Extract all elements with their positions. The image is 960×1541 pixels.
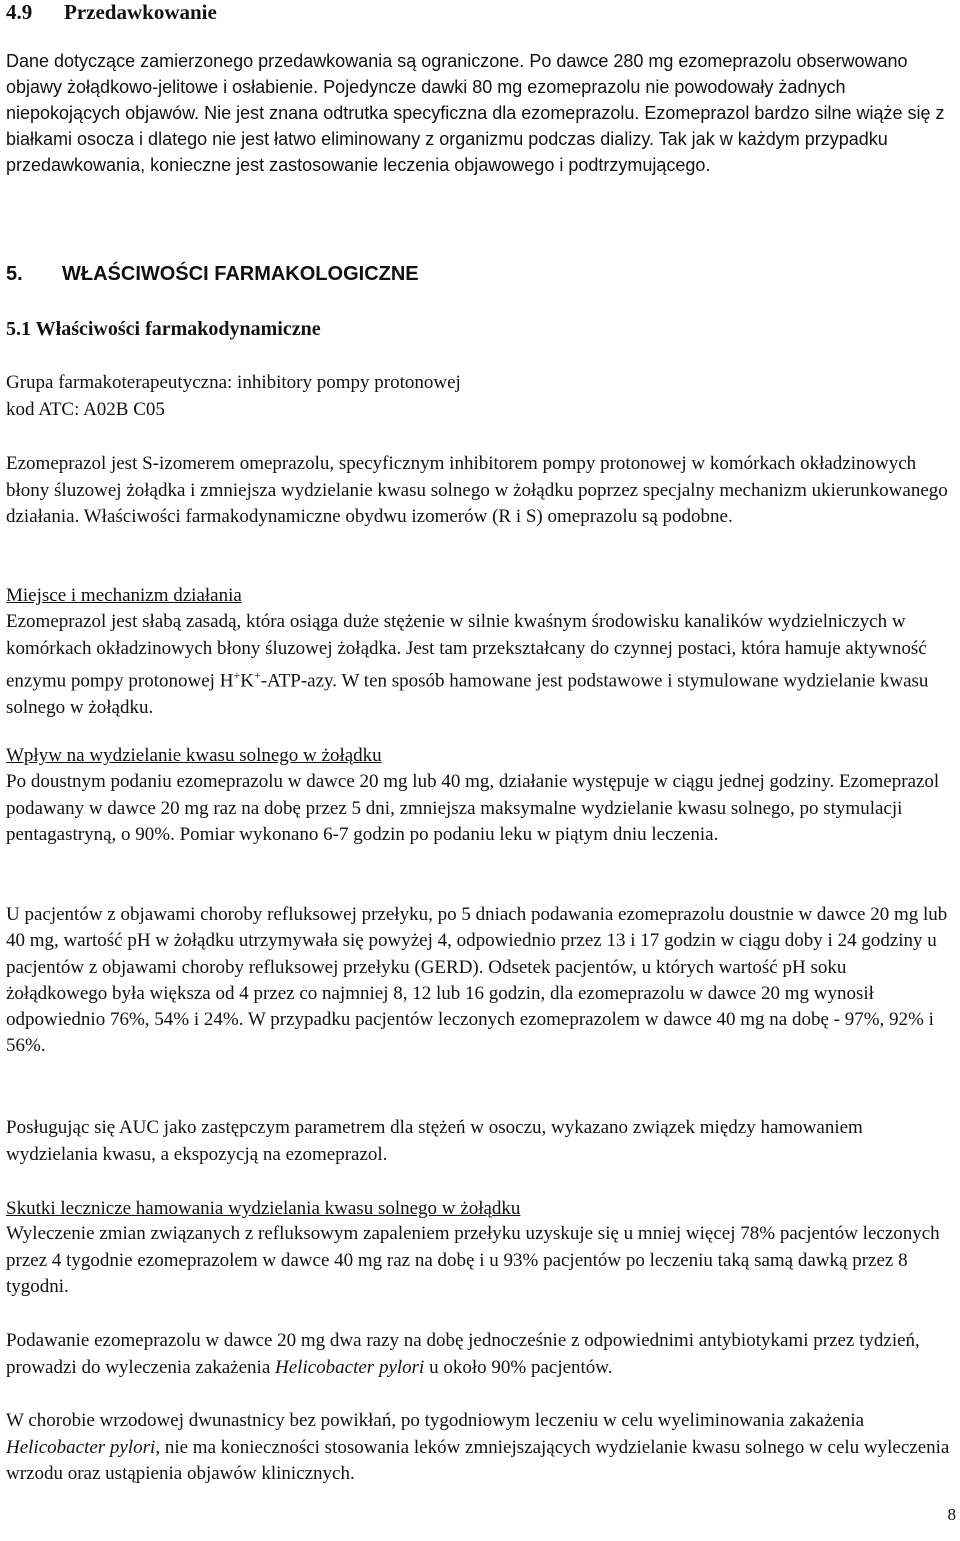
section-title: WŁAŚCIWOŚCI FARMAKOLOGICZNE: [62, 263, 419, 285]
superscript-plus: +: [253, 668, 261, 682]
helicobacter-paragraph: [6, 1328, 952, 1381]
helicobacter-species: Helicobacter pylori: [275, 1356, 425, 1378]
therapy-heading: Skutki lecznicze hamowania wydzielania kwasu solnego w żołądku: [6, 1198, 521, 1219]
duodenal-text-a: W chorobie wrzodowej dwunastnicy bez powikłań, po tygodniowym leczeniu w celu wyeliminowania zakażenia: [6, 1410, 865, 1431]
intro-paragraph: Ezomeprazol jest S-izomerem omeprazolu, specyficznym inhibitorem pompy protonowej w komórkach okładzinowych błony śluzowej żołądka i zmniejsza wydzielanie kwasu solnego w żołądku poprzez specjalny mechanizm ukierunkowanego działania. Właściwości farmakodynamiczne obydwu izomerów (R i S) omeprazolu są podobne.: [6, 453, 948, 527]
section-heading-4-9: [6, 0, 217, 25]
mechanism-text-a: Ezomeprazol jest słabą zasadą, która osiąga duże stężenie w silnie kwaśnym środowisku kanalików wydzielniczych w komórkach okładzinowych błony śluzowej żołądka. Jest tam przekształcany do czynnej postaci, która hamuje aktywność enzymu pompy protonowej H: [6, 611, 927, 692]
mechanism-heading: Miejsce i mechanizm działania: [6, 585, 242, 606]
page-number: 8: [947, 1505, 956, 1524]
overdose-text-a: Dane dotyczące zamierzonego przedawkowania są ograniczone.: [6, 51, 530, 71]
overdose-text-c: Tak jak w każdym przypadku przedawkowania, konieczne jest zastosowanie leczenia objawowego i podtrzymującego.: [6, 129, 888, 175]
overdose-paragraph: [6, 48, 952, 178]
mechanism-paragraph: [6, 609, 952, 721]
section-number: 5.: [6, 263, 23, 285]
atc-code: kod ATC: A02B C05: [6, 399, 165, 420]
duodenal-text-b: , nie ma konieczności stosowania leków zmniejszających wydzielanie kwasu solnego w celu wyleczenia wrzodu oraz ustąpienia objawów klinicznych.: [6, 1436, 950, 1484]
superscript-plus: +: [233, 668, 241, 682]
helicobacter-text-a: Podawanie ezomeprazolu w dawce 20 mg dwa razy na dobę jednocześnie z odpowiednimi antybiotykami przez tydzień, prowadzi do wyleczenia zakażenia: [6, 1330, 920, 1378]
section-heading-5: [6, 263, 419, 286]
section-number: 4.9: [6, 0, 33, 24]
mechanism-text-b: -ATP-azy. W ten sposób hamowane jest podstawowe i stymulowane wydzielanie kwasu solnego w żołądku.: [6, 670, 929, 718]
pharmacotherapeutic-group: Grupa farmakoterapeutyczna: inhibitory pompy protonowej: [6, 372, 461, 393]
effect-paragraph: Po doustnym podaniu ezomeprazolu w dawce 20 mg lub 40 mg, działanie występuje w ciągu jednej godziny. Ezomeprazol podawany w dawce 20 mg raz na dobę przez 5 dni, zmniejsza maksymalne wydzielanie kwasu solnego, po stymulacji pentagastryną, o 90%. Pomiar wykonano 6-7 godzin po podaniu leku w piątym dniu leczenia.: [6, 771, 940, 845]
effect-heading: Wpływ na wydzielanie kwasu solnego w żołądku: [6, 745, 382, 766]
therapy-paragraph: Wyleczenie zmian związanych z refluksowym zapaleniem przełyku uzyskuje się u mniej więcej 78% pacjentów leczonych przez 4 tygodnie ezomeprazolem w dawce 40 mg raz na dobę i u 93% pacjentów po leczeniu taką samą dawką przez 8 tygodni.: [6, 1223, 940, 1297]
section-title: Przedawkowanie: [64, 0, 217, 24]
auc-paragraph: Posługując się AUC jako zastępczym parametrem dla stężeń w osoczu, wykazano związek między hamowaniem wydzielania kwasu, a ekspozycją na ezomeprazol.: [6, 1117, 863, 1165]
section-heading-5-1: 5.1 Właściwości farmakodynamiczne: [6, 318, 321, 340]
gerd-paragraph: U pacjentów z objawami choroby refluksowej przełyku, po 5 dniach podawania ezomeprazolu doustnie w dawce 20 mg lub 40 mg, wartość pH w żołądku utrzymywała się powyżej 4, odpowiednio przez 13 i 17 godzin w ciągu doby i 24 godziny u pacjentów z objawami choroby refluksowej przełyku (GERD). Odsetek pacjentów, u których wartość pH soku żołądkowego była większa od 4 przez co najmniej 8, 12 lub 16 godzin, dla ezomeprazolu w dawce 20 mg wynosił odpowiednio 76%, 54% i 24%. W przypadku pacjentów leczonych ezomeprazolem w dawce 40 mg na dobę - 97%, 92% i 56%.: [6, 904, 948, 1057]
overdose-text-b: Po dawce 280 mg ezomeprazolu obserwowano objawy żołądkowo-jelitowe i osłabienie. Pojedyncze dawki 80 mg ezomeprazolu nie powodowały żadnych niepokojących objawów. Nie jest znana odtrutka specyficzna dla ezomeprazolu. Ezomeprazol bardzo silne wiąże się z białkami osocza i dlatego nie jest łatwo eliminowany z organizmu podczas dializy.: [6, 51, 945, 149]
helicobacter-text-b: u około 90% pacjentów.: [424, 1356, 613, 1378]
duodenal-ulcer-paragraph: [6, 1408, 952, 1488]
helicobacter-species: Helicobacter pylori: [6, 1436, 156, 1458]
potassium-symbol: K: [240, 670, 254, 692]
